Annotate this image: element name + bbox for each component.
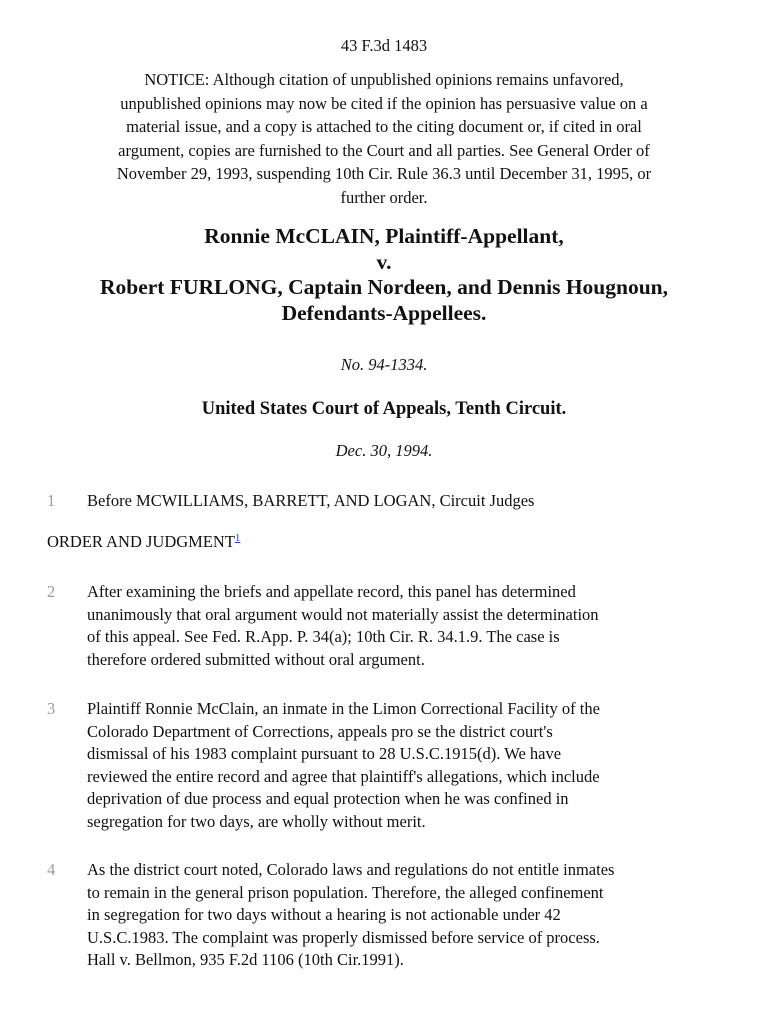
paragraph-text xyxy=(87,581,737,671)
case-citation: 43 F.3d 1483 xyxy=(340,36,428,55)
docket-number: No. 94-1334. xyxy=(340,355,428,374)
paragraph-number: 1 xyxy=(47,491,56,510)
versus-line: v. xyxy=(376,249,392,274)
paragraph-line: segregation for two days, are wholly without merit. xyxy=(87,811,426,831)
decision-date: Dec. 30, 1994. xyxy=(335,441,433,460)
order-heading-label: ORDER AND JUDGMENT xyxy=(47,532,235,551)
plaintiff-line: Ronnie McCLAIN, Plaintiff-Appellant, xyxy=(204,224,564,248)
paragraph-line: Plaintiff Ronnie McClain, an inmate in the Limon Correctional Facility of the xyxy=(87,699,600,718)
footnote-1-link[interactable]: 1 xyxy=(234,532,241,544)
paragraph-line: Colorado Department of Corrections, appeals pro se the district court's xyxy=(87,721,553,741)
paragraph-line: reviewed the entire record and agree that plaintiff's allegations, which include xyxy=(87,766,600,786)
notice-line: material issue, and a copy is attached to the citing document or, if cited in oral xyxy=(126,117,642,136)
defendants-role-line: Defendants-Appellees. xyxy=(281,300,487,325)
case-caption xyxy=(30,224,738,326)
paragraph-line: Before MCWILLIAMS, BARRETT, AND LOGAN, Circuit Judges xyxy=(87,491,535,510)
notice-line: NOTICE: Although citation of unpublished opinions remains unfavored, xyxy=(144,70,624,89)
paragraph-line: to remain in the general prison population. Therefore, the alleged confinement xyxy=(87,882,604,902)
paragraph-number: 3 xyxy=(47,699,56,718)
paragraph-text xyxy=(87,698,737,833)
paragraph-line: After examining the briefs and appellate record, this panel has determined xyxy=(87,582,576,601)
notice-line: argument, copies are furnished to the Court and all parties. See General Order of xyxy=(118,140,650,160)
paragraph-line: therefore ordered submitted without oral argument. xyxy=(87,649,425,669)
paragraph-number: 2 xyxy=(47,582,56,601)
paragraph-line: of this appeal. See Fed. R.App. P. 34(a); 10th Cir. R. 34.1.9. The case is xyxy=(87,627,560,646)
paragraph-line: U.S.C.1983. The complaint was properly dismissed before service of process. xyxy=(87,927,600,947)
court-name: United States Court of Appeals, Tenth Circuit. xyxy=(201,399,567,419)
defendants-line: Robert FURLONG, Captain Nordeen, and Dennis Hougnoun, xyxy=(99,275,669,299)
publication-notice xyxy=(56,68,712,209)
order-and-judgment-heading xyxy=(47,532,240,552)
paragraph-text xyxy=(87,859,737,972)
notice-line: unpublished opinions may now be cited if the opinion has persuasive value on a xyxy=(120,93,648,113)
paragraph-number: 4 xyxy=(47,860,56,879)
notice-line: further order. xyxy=(340,187,428,207)
paragraph-line: deprivation of due process and equal protection when he was confined in xyxy=(87,789,569,808)
paragraph-line: in segregation for two days without a hearing is not actionable under 42 xyxy=(87,905,561,924)
paragraph-text xyxy=(87,490,737,513)
notice-line: November 29, 1993, suspending 10th Cir. Rule 36.3 until December 31, 1995, or xyxy=(116,164,652,183)
paragraph-line: As the district court noted, Colorado laws and regulations do not entitle inmates xyxy=(87,860,615,879)
paragraph-line: unanimously that oral argument would not materially assist the determination xyxy=(87,604,599,624)
paragraph-line: Hall v. Bellmon, 935 F.2d 1106 (10th Cir.1991). xyxy=(87,950,404,969)
paragraph-line: dismissal of his 1983 complaint pursuant to 28 U.S.C.1915(d). We have xyxy=(87,744,562,763)
